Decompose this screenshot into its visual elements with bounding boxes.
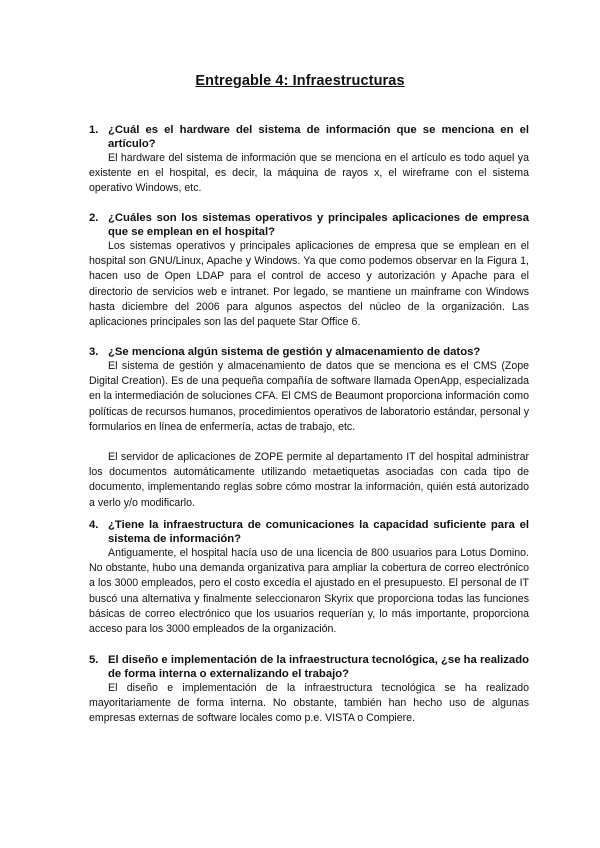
question-3 <box>89 345 529 359</box>
question-text: ¿Cuáles son los sistemas operativos y principales aplicaciones de empresa que se emplean en el hospital? <box>108 212 529 238</box>
question-2 <box>89 211 529 239</box>
answer-paragraph: Los sistemas operativos y principales aplicaciones de empresa que se emplean en el hospital son GNU/Linux, Apache y Windows. Ya que como podemos observar en la Figura 1, hacen uso de Open LDAP para el control de acceso y autorización y Apache para el directorio de servicios web e intranet. Por legado, se mantiene un mainframe con Windows hasta diciembre del 2006 para algunos aspectos del núcleo de la organización. Las aplicaciones principales son las del paquete Star Office 6. <box>89 240 529 329</box>
answer-paragraph: El sistema de gestión y almacenamiento de datos que se menciona es el CMS (Zope Digital Creation). Es de una pequeña compañía de software llamada OpenApp, especializada en la intermediación de soluciones CFA. El CMS de Beaumont proporciona información como políticas de recursos humanos, procedimientos operativos de laboratorio estándar, personal y formularios en línea de enfermería, actas de trabajo, etc. <box>89 360 529 433</box>
answer-paragraph: El servidor de aplicaciones de ZOPE permite al departamento IT del hospital administrar los documentos automáticamente utilizando metaetiquetas asociadas con cada tipo de documento, implementando reglas sobre cómo mostrar la información, quién está autorizado a verlo y/o modificarlo. <box>89 451 529 509</box>
document-title: Entregable 4: Infraestructuras <box>195 73 405 89</box>
section-3 <box>89 345 529 511</box>
answer-paragraph: El diseño e implementación de la infraestructura tecnológica se ha realizado mayoritariamente de forma interna. No obstante, también han hecho uso de algunas empresas externas de software locales como p.e. VISTA o Compiere. <box>89 682 529 725</box>
section-1 <box>89 123 529 197</box>
question-number: 4. <box>89 519 99 531</box>
section-2 <box>89 211 529 330</box>
section-5 <box>89 653 529 727</box>
question-1 <box>89 123 529 151</box>
answer-paragraph: Antiguamente, el hospital hacía uso de una licencia de 800 usuarios para Lotus Domino. No obstante, hubo una demanda organizativa para ampliar la cobertura de correo electrónico a los 3000 empleados, pero el costo excedía el ajustado en el presupuesto. El personal de IT buscó una alternativa y finalmente seleccionaron Skyrix que proporciona todas las funciones básicas de correo electrónico que los usuarios requerían y, lo más importante, proporciona acceso para los 3000 empleados de la organización. <box>89 547 529 636</box>
question-number: 2. <box>89 212 99 224</box>
question-4 <box>89 518 529 546</box>
question-number: 3. <box>89 346 99 358</box>
question-text: ¿Se menciona algún sistema de gestión y almacenamiento de datos? <box>108 346 481 358</box>
question-text: ¿Cuál es el hardware del sistema de información que se menciona en el artículo? <box>108 124 529 150</box>
question-number: 1. <box>89 124 99 136</box>
section-4 <box>89 518 529 637</box>
question-5 <box>89 653 529 681</box>
question-text: El diseño e implementación de la infraestructura tecnológica, ¿se ha realizado de forma interna o externalizando el trabajo? <box>108 654 529 680</box>
question-number: 5. <box>89 654 99 666</box>
question-text: ¿Tiene la infraestructura de comunicaciones la capacidad suficiente para el sistema de información? <box>108 519 529 545</box>
answer-paragraph: El hardware del sistema de información que se menciona en el artículo es todo aquel ya existente en el hospital, es decir, la máquina de rayos x, el wireframe con el sistema operativo Windows, etc. <box>89 152 529 195</box>
